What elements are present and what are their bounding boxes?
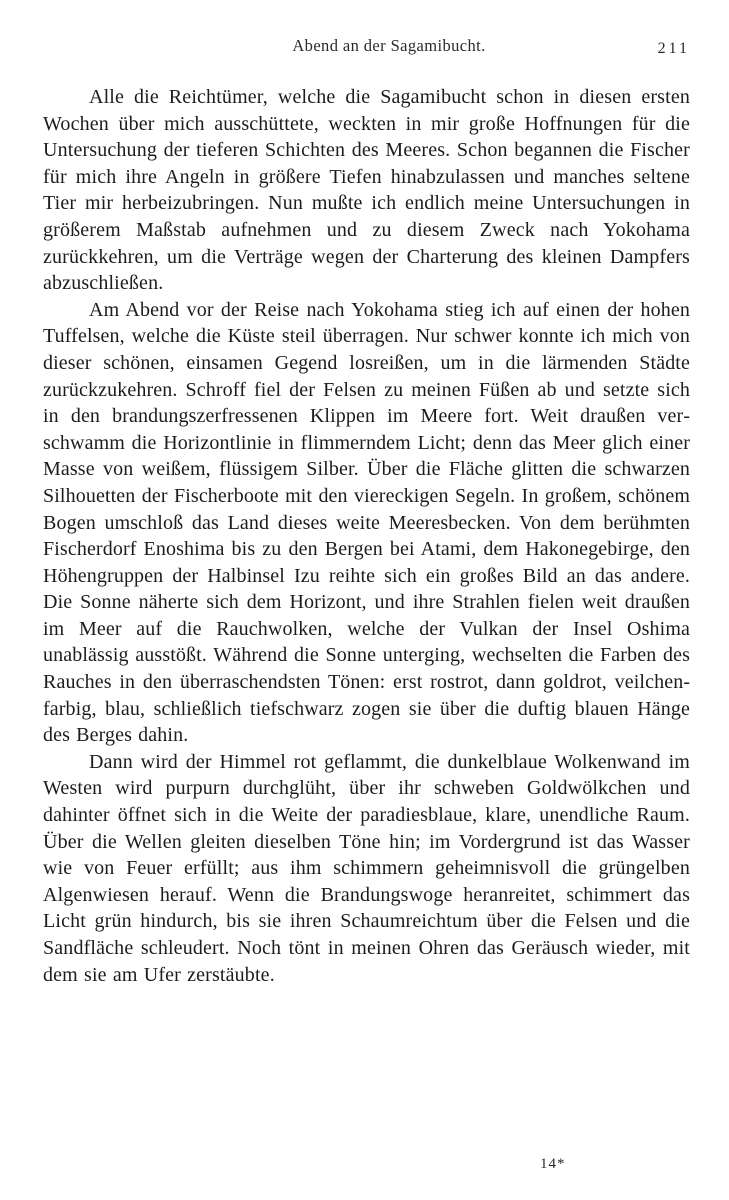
running-head xyxy=(88,36,690,62)
signature-mark: 14* xyxy=(540,1156,566,1172)
paragraph: Am Abend vor der Reise nach Yokohama stieg ich auf einen der hohen Tuffelsen, welche die Küste steil überragen. Nur schwer konnte ich mich von dieser schönen, einsamen Gegend losreißen, um in die lärmenden Städte zurückzukehren. Schroff fiel der Felsen zu meinen Füßen ab und setzte sich in den brandungszerfressenen Klippen im Meere fort. Weit draußen verschwamm die Horizontlinie in flimmerndem Licht; denn das Meer glich einer Masse von weißem, flüssigem Silber. Über die Fläche glitten die schwarzen Silhouetten der Fischerboote mit den viereckigen Segeln. In großem, schönem Bogen umschloß das Land dieses weite Meeresbecken. Von dem berühmten Fischerdorf Enoshima bis zu den Bergen bei Atami, dem Hakonegebirge, den Höhengruppen der Halbinsel Izu reihte sich ein großes Bild an das andere. Die Sonne näherte sich dem Horizont, und ihre Strahlen fielen weit draußen im Meer auf die Rauchwolken, welche der Vulkan der Insel Oshima unablässig ausstößt. Während die Sonne unterging, wechselten die Farben des Rauches in den überraschendsten Tönen: erst rostrot, dann goldrot, veilchenfarbig, blau, schließlich tiefschwarz zogen sie über die duftig blauen Hänge des Berges dahin. xyxy=(43,298,690,747)
paragraph: Dann wird der Himmel rot geflammt, die dunkelblaue Wolkenwand im Westen wird purpurn durchglüht, über ihr schweben Goldwölkchen und dahinter öffnet sich in die Weite der paradiesblaue, klare, unendliche Raum. Über die Wellen gleiten dieselben Töne hin; im Vordergrund ist das Wasser wie von Feuer erfüllt; aus ihm schimmern geheimnisvoll die grüngelben Algenwiesen herauf. Wenn die Brandungswoge heranreitet, schimmert das Licht grün hindurch, bis sie ihren Schaumreichtum über die Felsen und die Sandfläche schleudert. Noch tönt in meinen Ohren das Geräusch wieder, mit dem sie am Ufer zerstäubte. xyxy=(43,750,690,986)
page-number: 211 xyxy=(657,40,690,57)
paragraph: Alle die Reichtümer, welche die Sagamibucht schon in diesen ersten Wochen über mich ausschüttete, weckten in mir große Hoffnungen für die Untersuchung der tieferen Schichten des Meeres. Schon begannen die Fischer für mich ihre Angeln in größere Tiefen hinabzulassen und manches seltene Tier mir herbeizubringen. Nun mußte ich endlich meine Untersuchungen in größerem Maßstab aufnehmen und zu diesem Zweck nach Yokohama zurückkehren, um die Verträge wegen der Charterung des kleinen Dampfers abzuschließen. xyxy=(43,86,690,295)
running-title: Abend an der Sagamibucht. xyxy=(292,36,486,55)
body-text xyxy=(43,84,690,988)
